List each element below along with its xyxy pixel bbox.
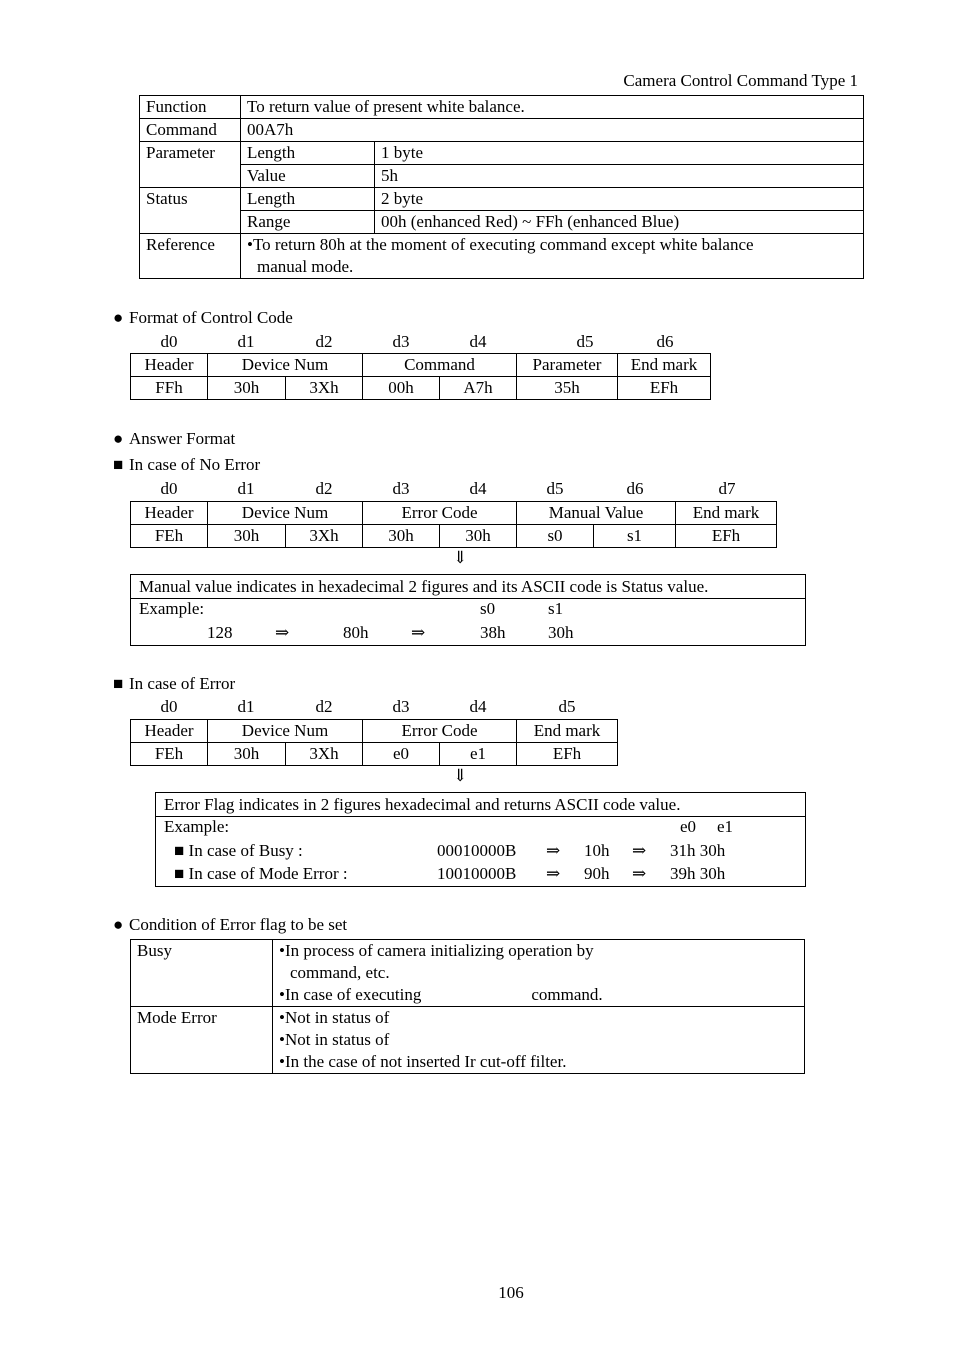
header-cell: Header — [131, 720, 208, 743]
error-heading-text: In case of Error — [129, 674, 236, 693]
error-code-cell: Error Code — [363, 502, 517, 525]
bullet-icon: ● — [113, 915, 124, 934]
reference-line-2: manual mode. — [257, 257, 354, 276]
value-cell: s0 — [517, 525, 594, 548]
mode-error-binary: 10010000B — [437, 864, 517, 883]
byte-label: d5 — [558, 697, 576, 716]
example-e1: e1 — [717, 817, 734, 836]
no-error-heading — [113, 455, 260, 475]
parameter-label: Parameter — [140, 142, 241, 188]
status-label: Status — [140, 188, 241, 234]
function-label: Function — [140, 96, 241, 119]
document-title: Camera Control Command Type 1 — [623, 71, 858, 90]
mode-line-1: •Not in status of — [279, 1008, 390, 1027]
example-ascii-0: 38h — [480, 623, 506, 642]
reference-label: Reference — [140, 234, 241, 279]
square-bullet-icon: ■ — [174, 864, 185, 883]
busy-binary: 00010000B — [437, 841, 517, 860]
value-cell: FFh — [131, 377, 208, 400]
conditions-heading-text: Condition of Error flag to be set — [129, 915, 348, 934]
error-code-cell: Error Code — [363, 720, 517, 743]
page-number: 106 — [498, 1283, 524, 1302]
right-arrow-icon: ⇒ — [632, 864, 647, 883]
error-heading — [113, 674, 235, 694]
bullet-icon: ● — [113, 308, 124, 327]
right-arrow-icon: ⇒ — [632, 841, 647, 860]
value-cell: 30h — [208, 743, 286, 766]
conditions-table — [130, 939, 805, 1074]
conditions-heading — [113, 915, 347, 935]
busy-hex: 10h — [584, 841, 610, 860]
byte-label: d6 — [656, 332, 674, 351]
byte-label: d0 — [160, 697, 178, 716]
byte-label: d2 — [315, 697, 333, 716]
busy-example-row — [174, 841, 303, 861]
function-value: To return value of present white balance. — [241, 96, 864, 119]
control-heading — [113, 308, 293, 328]
command-value: 00A7h — [241, 119, 864, 142]
byte-label: d6 — [626, 479, 644, 498]
example-hex: 80h — [343, 623, 369, 642]
busy-label: Busy — [131, 940, 273, 1007]
busy-line-3b: command. — [531, 985, 603, 1004]
error-table — [130, 719, 618, 766]
value-cell: FEh — [131, 525, 208, 548]
no-error-heading-text: In case of No Error — [129, 455, 261, 474]
right-arrow-icon: ⇒ — [546, 841, 561, 860]
square-bullet-icon: ■ — [113, 674, 124, 693]
status-range-label: Range — [241, 211, 375, 234]
example-label: Example: — [139, 599, 205, 618]
reference-line-1: •To return 80h at the moment of executing command except white balance — [247, 235, 754, 254]
mode-error-conditions — [273, 1007, 805, 1074]
answer-heading-text: Answer Format — [129, 429, 236, 448]
example-s0: s0 — [480, 599, 496, 618]
device-num-cell: Device Num — [208, 354, 363, 377]
end-mark-cell: End mark — [618, 354, 711, 377]
example-label: Example: — [164, 817, 230, 836]
value-cell: EFh — [676, 525, 777, 548]
error-flag-note-box — [155, 792, 806, 887]
busy-example-label: In case of Busy : — [188, 841, 303, 860]
answer-heading — [113, 429, 235, 449]
control-code-table — [130, 353, 711, 400]
mode-line-3: •In the case of not inserted Ir cut-off filter. — [279, 1052, 567, 1071]
byte-label: d4 — [469, 697, 487, 716]
device-num-cell: Device Num — [208, 720, 363, 743]
example-s1: s1 — [548, 599, 564, 618]
status-range-value: 00h (enhanced Red) ~ FFh (enhanced Blue) — [375, 211, 864, 234]
header-cell: Header — [131, 502, 208, 525]
value-cell: 3Xh — [286, 743, 363, 766]
byte-label: d2 — [315, 332, 333, 351]
header-cell: Header — [131, 354, 208, 377]
byte-label: d5 — [546, 479, 564, 498]
mode-error-ascii: 39h 30h — [670, 864, 726, 883]
example-e0: e0 — [680, 817, 697, 836]
byte-label: d3 — [392, 479, 410, 498]
param-value-label: Value — [241, 165, 375, 188]
value-cell: 00h — [363, 377, 440, 400]
value-cell: 30h — [363, 525, 440, 548]
right-arrow-icon: ⇒ — [411, 623, 426, 642]
byte-label: d3 — [392, 332, 410, 351]
value-cell: EFh — [517, 743, 618, 766]
byte-label: d1 — [237, 332, 255, 351]
reference-value — [241, 234, 864, 279]
param-value-value: 5h — [375, 165, 864, 188]
mode-error-label: Mode Error — [131, 1007, 273, 1074]
manual-value-cell: Manual Value — [517, 502, 676, 525]
command-label: Command — [140, 119, 241, 142]
manual-value-note-box — [130, 574, 806, 646]
byte-label: d1 — [237, 697, 255, 716]
control-heading-text: Format of Control Code — [129, 308, 293, 327]
busy-line-3 — [279, 984, 798, 1006]
byte-label: d3 — [392, 697, 410, 716]
command-cell: Command — [363, 354, 517, 377]
down-arrow-icon: ⇓ — [453, 766, 468, 785]
mode-line-2: •Not in status of — [279, 1030, 390, 1049]
value-cell: 30h — [208, 377, 286, 400]
busy-conditions — [273, 940, 805, 1007]
no-error-table — [130, 501, 777, 548]
value-cell: EFh — [618, 377, 711, 400]
square-bullet-icon: ■ — [113, 455, 124, 474]
byte-label: d5 — [576, 332, 594, 351]
busy-line-3a: •In case of executing — [279, 985, 422, 1004]
byte-label: d7 — [718, 479, 736, 498]
end-mark-cell: End mark — [676, 502, 777, 525]
value-cell: s1 — [594, 525, 676, 548]
down-arrow-icon: ⇓ — [453, 548, 468, 567]
value-cell: 3Xh — [286, 377, 363, 400]
value-cell: e0 — [363, 743, 440, 766]
value-cell: FEh — [131, 743, 208, 766]
byte-label: d4 — [469, 479, 487, 498]
right-arrow-icon: ⇒ — [275, 623, 290, 642]
param-length-value: 1 byte — [375, 142, 864, 165]
value-cell: 3Xh — [286, 525, 363, 548]
param-length-label: Length — [241, 142, 375, 165]
mode-error-hex: 90h — [584, 864, 610, 883]
value-cell: A7h — [440, 377, 517, 400]
byte-label: d4 — [469, 332, 487, 351]
manual-value-note: Manual value indicates in hexadecimal 2 figures and its ASCII code is Status value. — [131, 575, 805, 599]
busy-ascii: 31h 30h — [670, 841, 726, 860]
square-bullet-icon: ■ — [174, 841, 185, 860]
busy-line-1: •In process of camera initializing operation by — [279, 941, 594, 960]
byte-label: d2 — [315, 479, 333, 498]
mode-error-example-label: In case of Mode Error : — [188, 864, 348, 883]
mode-error-example-row — [174, 864, 348, 884]
error-flag-note: Error Flag indicates in 2 figures hexadecimal and returns ASCII code value. — [156, 793, 805, 817]
byte-label: d1 — [237, 479, 255, 498]
example-ascii-1: 30h — [548, 623, 574, 642]
spec-table — [139, 95, 864, 279]
device-num-cell: Device Num — [208, 502, 363, 525]
byte-label: d0 — [160, 479, 178, 498]
value-cell: 30h — [440, 525, 517, 548]
byte-label: d0 — [160, 332, 178, 351]
value-cell: 30h — [208, 525, 286, 548]
value-cell: e1 — [440, 743, 517, 766]
status-length-label: Length — [241, 188, 375, 211]
parameter-cell: Parameter — [517, 354, 618, 377]
value-cell: 35h — [517, 377, 618, 400]
status-length-value: 2 byte — [375, 188, 864, 211]
right-arrow-icon: ⇒ — [546, 864, 561, 883]
end-mark-cell: End mark — [517, 720, 618, 743]
example-decimal: 128 — [207, 623, 233, 642]
bullet-icon: ● — [113, 429, 124, 448]
busy-line-2: command, etc. — [290, 963, 390, 982]
